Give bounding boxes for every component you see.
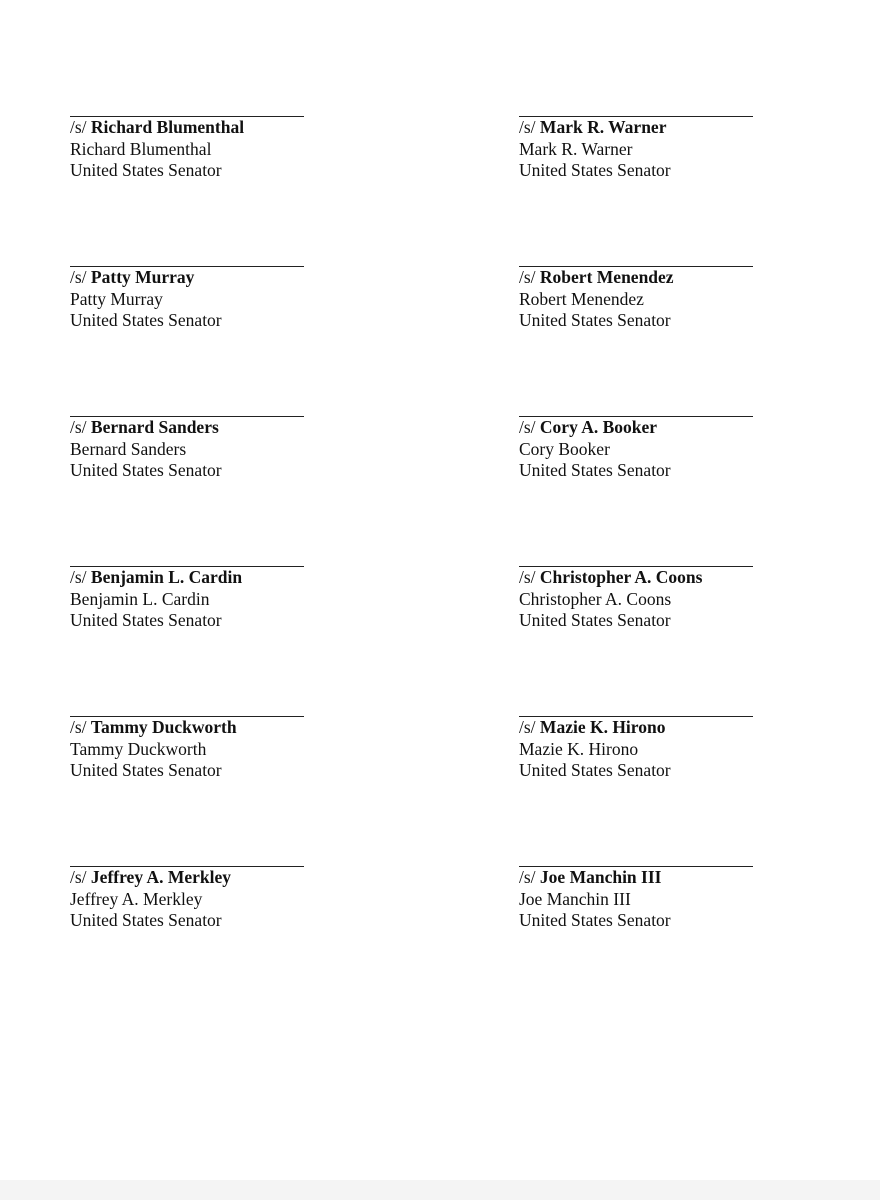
signature-prefix: /s/ — [519, 567, 536, 587]
signature-block — [519, 700, 819, 782]
signature-block — [519, 100, 819, 182]
senator-title: United States Senator — [70, 160, 222, 180]
signature-entry — [519, 267, 819, 289]
signature-row — [70, 100, 830, 250]
senator-title: United States Senator — [70, 910, 222, 930]
senator-title: United States Senator — [519, 910, 671, 930]
signature-name: Benjamin L. Cardin — [90, 567, 243, 587]
printed-name: Benjamin L. Cardin — [70, 588, 210, 609]
senator-title: United States Senator — [519, 310, 671, 330]
signature-entry — [519, 567, 819, 589]
signature-prefix: /s/ — [519, 717, 536, 737]
printed-name: Mark R. Warner — [519, 138, 633, 159]
signature-entry — [519, 717, 819, 739]
signature-prefix: /s/ — [70, 567, 87, 587]
senator-title: United States Senator — [70, 460, 222, 480]
signature-entry — [70, 417, 370, 439]
signature-prefix: /s/ — [519, 867, 536, 887]
senator-title: United States Senator — [519, 760, 671, 780]
signature-prefix: /s/ — [519, 267, 536, 287]
signature-entry — [519, 417, 819, 439]
signature-entry — [70, 267, 370, 289]
signature-name: Tammy Duckworth — [90, 717, 237, 737]
printed-name: Joe Manchin III — [519, 888, 631, 909]
senator-title: United States Senator — [519, 460, 671, 480]
printed-name: Mazie K. Hirono — [519, 738, 639, 759]
signature-name: Robert Menendez — [539, 267, 674, 287]
signature-row — [70, 250, 830, 400]
printed-name: Bernard Sanders — [70, 438, 187, 459]
signature-block — [519, 250, 819, 332]
signature-row — [70, 550, 830, 700]
signature-name: Richard Blumenthal — [90, 117, 245, 137]
signature-name: Cory A. Booker — [539, 417, 658, 437]
signature-name: Patty Murray — [90, 267, 195, 287]
signature-entry — [70, 567, 370, 589]
signature-entry — [70, 867, 370, 889]
signature-prefix: /s/ — [70, 417, 87, 437]
signature-block — [70, 700, 370, 782]
senator-title: United States Senator — [70, 310, 222, 330]
printed-name: Richard Blumenthal — [70, 138, 212, 159]
signature-prefix: /s/ — [519, 117, 536, 137]
page-bottom-edge — [0, 1180, 880, 1200]
senator-title: United States Senator — [70, 760, 222, 780]
signature-block — [519, 550, 819, 632]
signature-name: Bernard Sanders — [90, 417, 219, 437]
signature-block — [519, 850, 819, 932]
printed-name: Christopher A. Coons — [519, 588, 672, 609]
senator-title: United States Senator — [519, 160, 671, 180]
signature-prefix: /s/ — [70, 117, 87, 137]
signature-block — [70, 250, 370, 332]
signature-block — [70, 550, 370, 632]
signature-row — [70, 400, 830, 550]
signature-entry — [519, 867, 819, 889]
signature-block — [70, 100, 370, 182]
signature-entry — [70, 117, 370, 139]
signature-prefix: /s/ — [70, 717, 87, 737]
signature-entry — [519, 117, 819, 139]
senator-title: United States Senator — [70, 610, 222, 630]
signature-name: Jeffrey A. Merkley — [90, 867, 232, 887]
signature-prefix: /s/ — [519, 417, 536, 437]
signature-row — [70, 850, 830, 1000]
signature-name: Mark R. Warner — [539, 117, 667, 137]
signature-prefix: /s/ — [70, 867, 87, 887]
signature-grid — [70, 100, 830, 1000]
printed-name: Tammy Duckworth — [70, 738, 207, 759]
printed-name: Patty Murray — [70, 288, 163, 309]
signature-row — [70, 700, 830, 850]
senator-title: United States Senator — [519, 610, 671, 630]
signature-prefix: /s/ — [70, 267, 87, 287]
printed-name: Jeffrey A. Merkley — [70, 888, 203, 909]
signature-block — [70, 850, 370, 932]
signature-block — [70, 400, 370, 482]
printed-name: Robert Menendez — [519, 288, 644, 309]
signature-block — [519, 400, 819, 482]
signature-name: Joe Manchin III — [539, 867, 662, 887]
signature-name: Mazie K. Hirono — [539, 717, 666, 737]
printed-name: Cory Booker — [519, 438, 610, 459]
signature-entry — [70, 717, 370, 739]
signature-name: Christopher A. Coons — [539, 567, 703, 587]
